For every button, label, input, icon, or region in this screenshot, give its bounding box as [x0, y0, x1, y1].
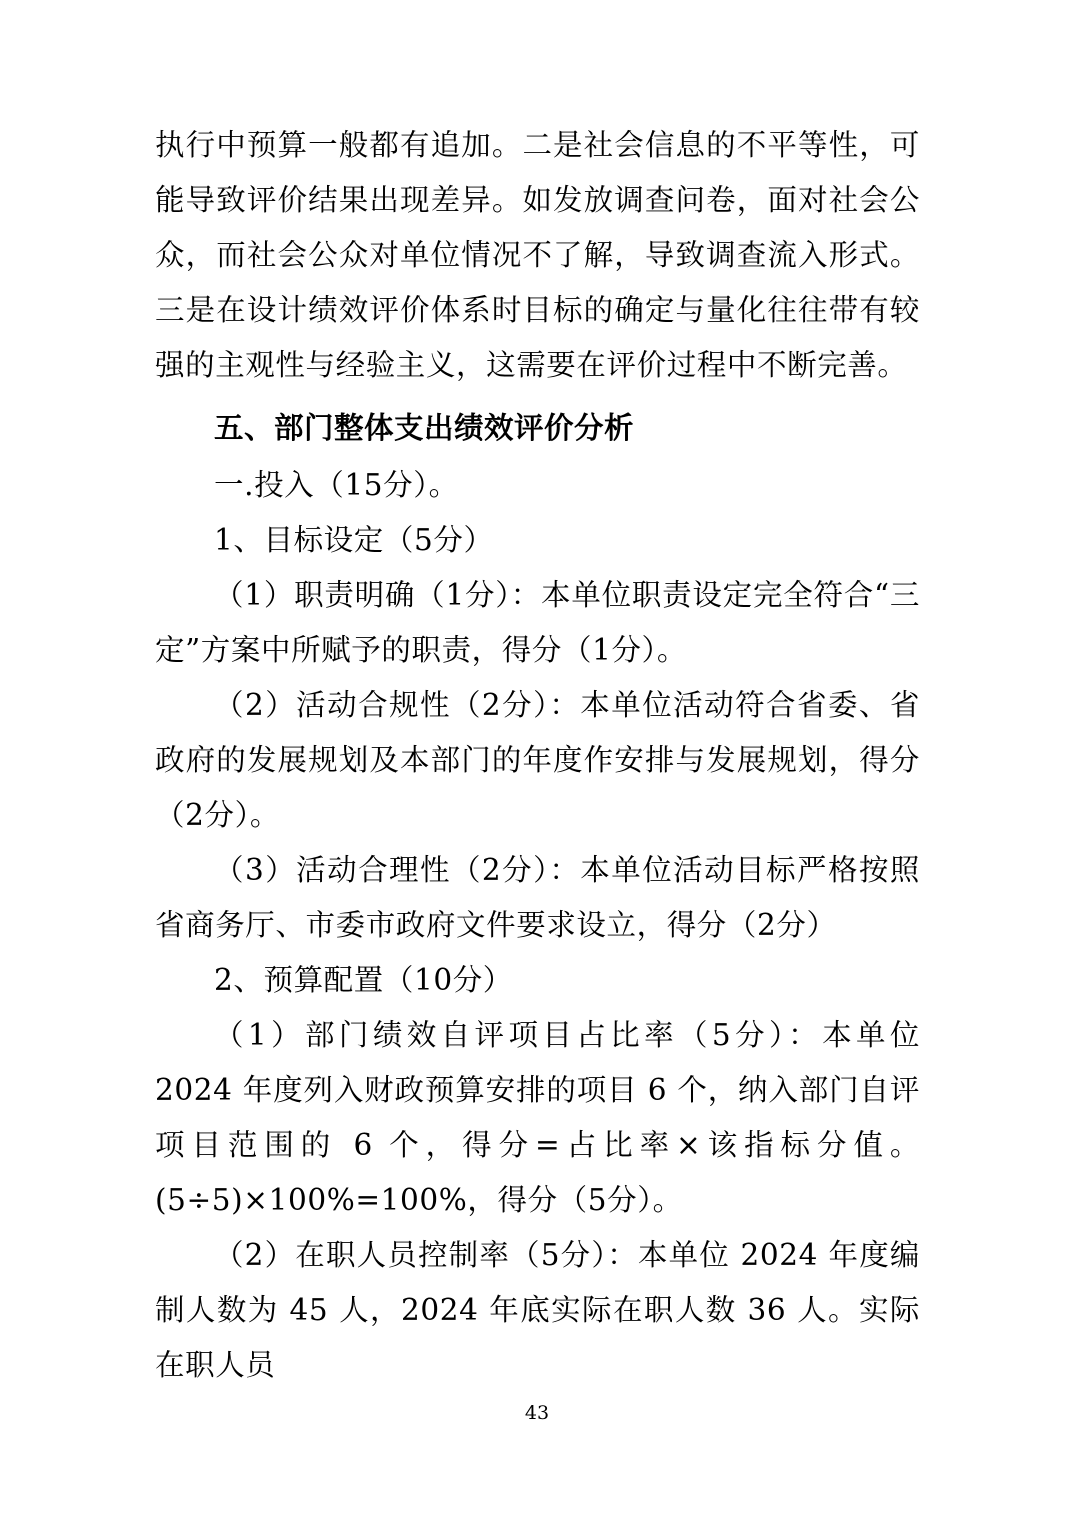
item-activity-rationality: （3）活动合理性（2分）：本单位活动目标严格按照省商务厅、市委市政府文件要求设立，得分（2分）: [155, 853, 920, 942]
page-content: [155, 118, 920, 1393]
item-self-evaluation-ratio: （1）部门绩效自评项目占比率（5分）：本单位 2024 年度列入财政预算安排的项目 6 个，纳入部门自评项目范围的 6 个，得分=占比率×该指标分值。(5÷5)×100%=100%，得分（5分）。: [155, 1018, 920, 1217]
subsection-goal-setting-heading: 1、目标设定（5分）: [214, 523, 494, 557]
subsection-input-heading: 一.投入（15分）。: [214, 468, 459, 502]
item-duty-clarity: （1）职责明确（1分）：本单位职责设定完全符合“三定”方案中所赋予的职责，得分（1分）。: [155, 578, 920, 667]
page-number: 43: [524, 1402, 550, 1424]
item-staff-control-rate: （2）在职人员控制率（5分）：本单位 2024 年度编制人数为 45 人，2024 年底实际在职人数 36 人。实际在职人员: [155, 1238, 920, 1382]
section-heading-five: 五、部门整体支出绩效评价分析: [214, 411, 635, 445]
subsection-budget-allocation-heading: 2、预算配置（10分）: [214, 963, 513, 997]
paragraph-continuation: 执行中预算一般都有追加。二是社会信息的不平等性，可能导致评价结果出现差异。如发放调查问卷，面对社会公众，而社会公众对单位情况不了解，导致调查流入形式。三是在设计绩效评价体系时目标的确定与量化往往带有较强的主观性与经验主义，这需要在评价过程中不断完善。: [155, 128, 920, 382]
item-activity-compliance: （2）活动合规性（2分）：本单位活动符合省委、省政府的发展规划及本部门的年度作安排与发展规划，得分（2分）。: [155, 688, 920, 832]
